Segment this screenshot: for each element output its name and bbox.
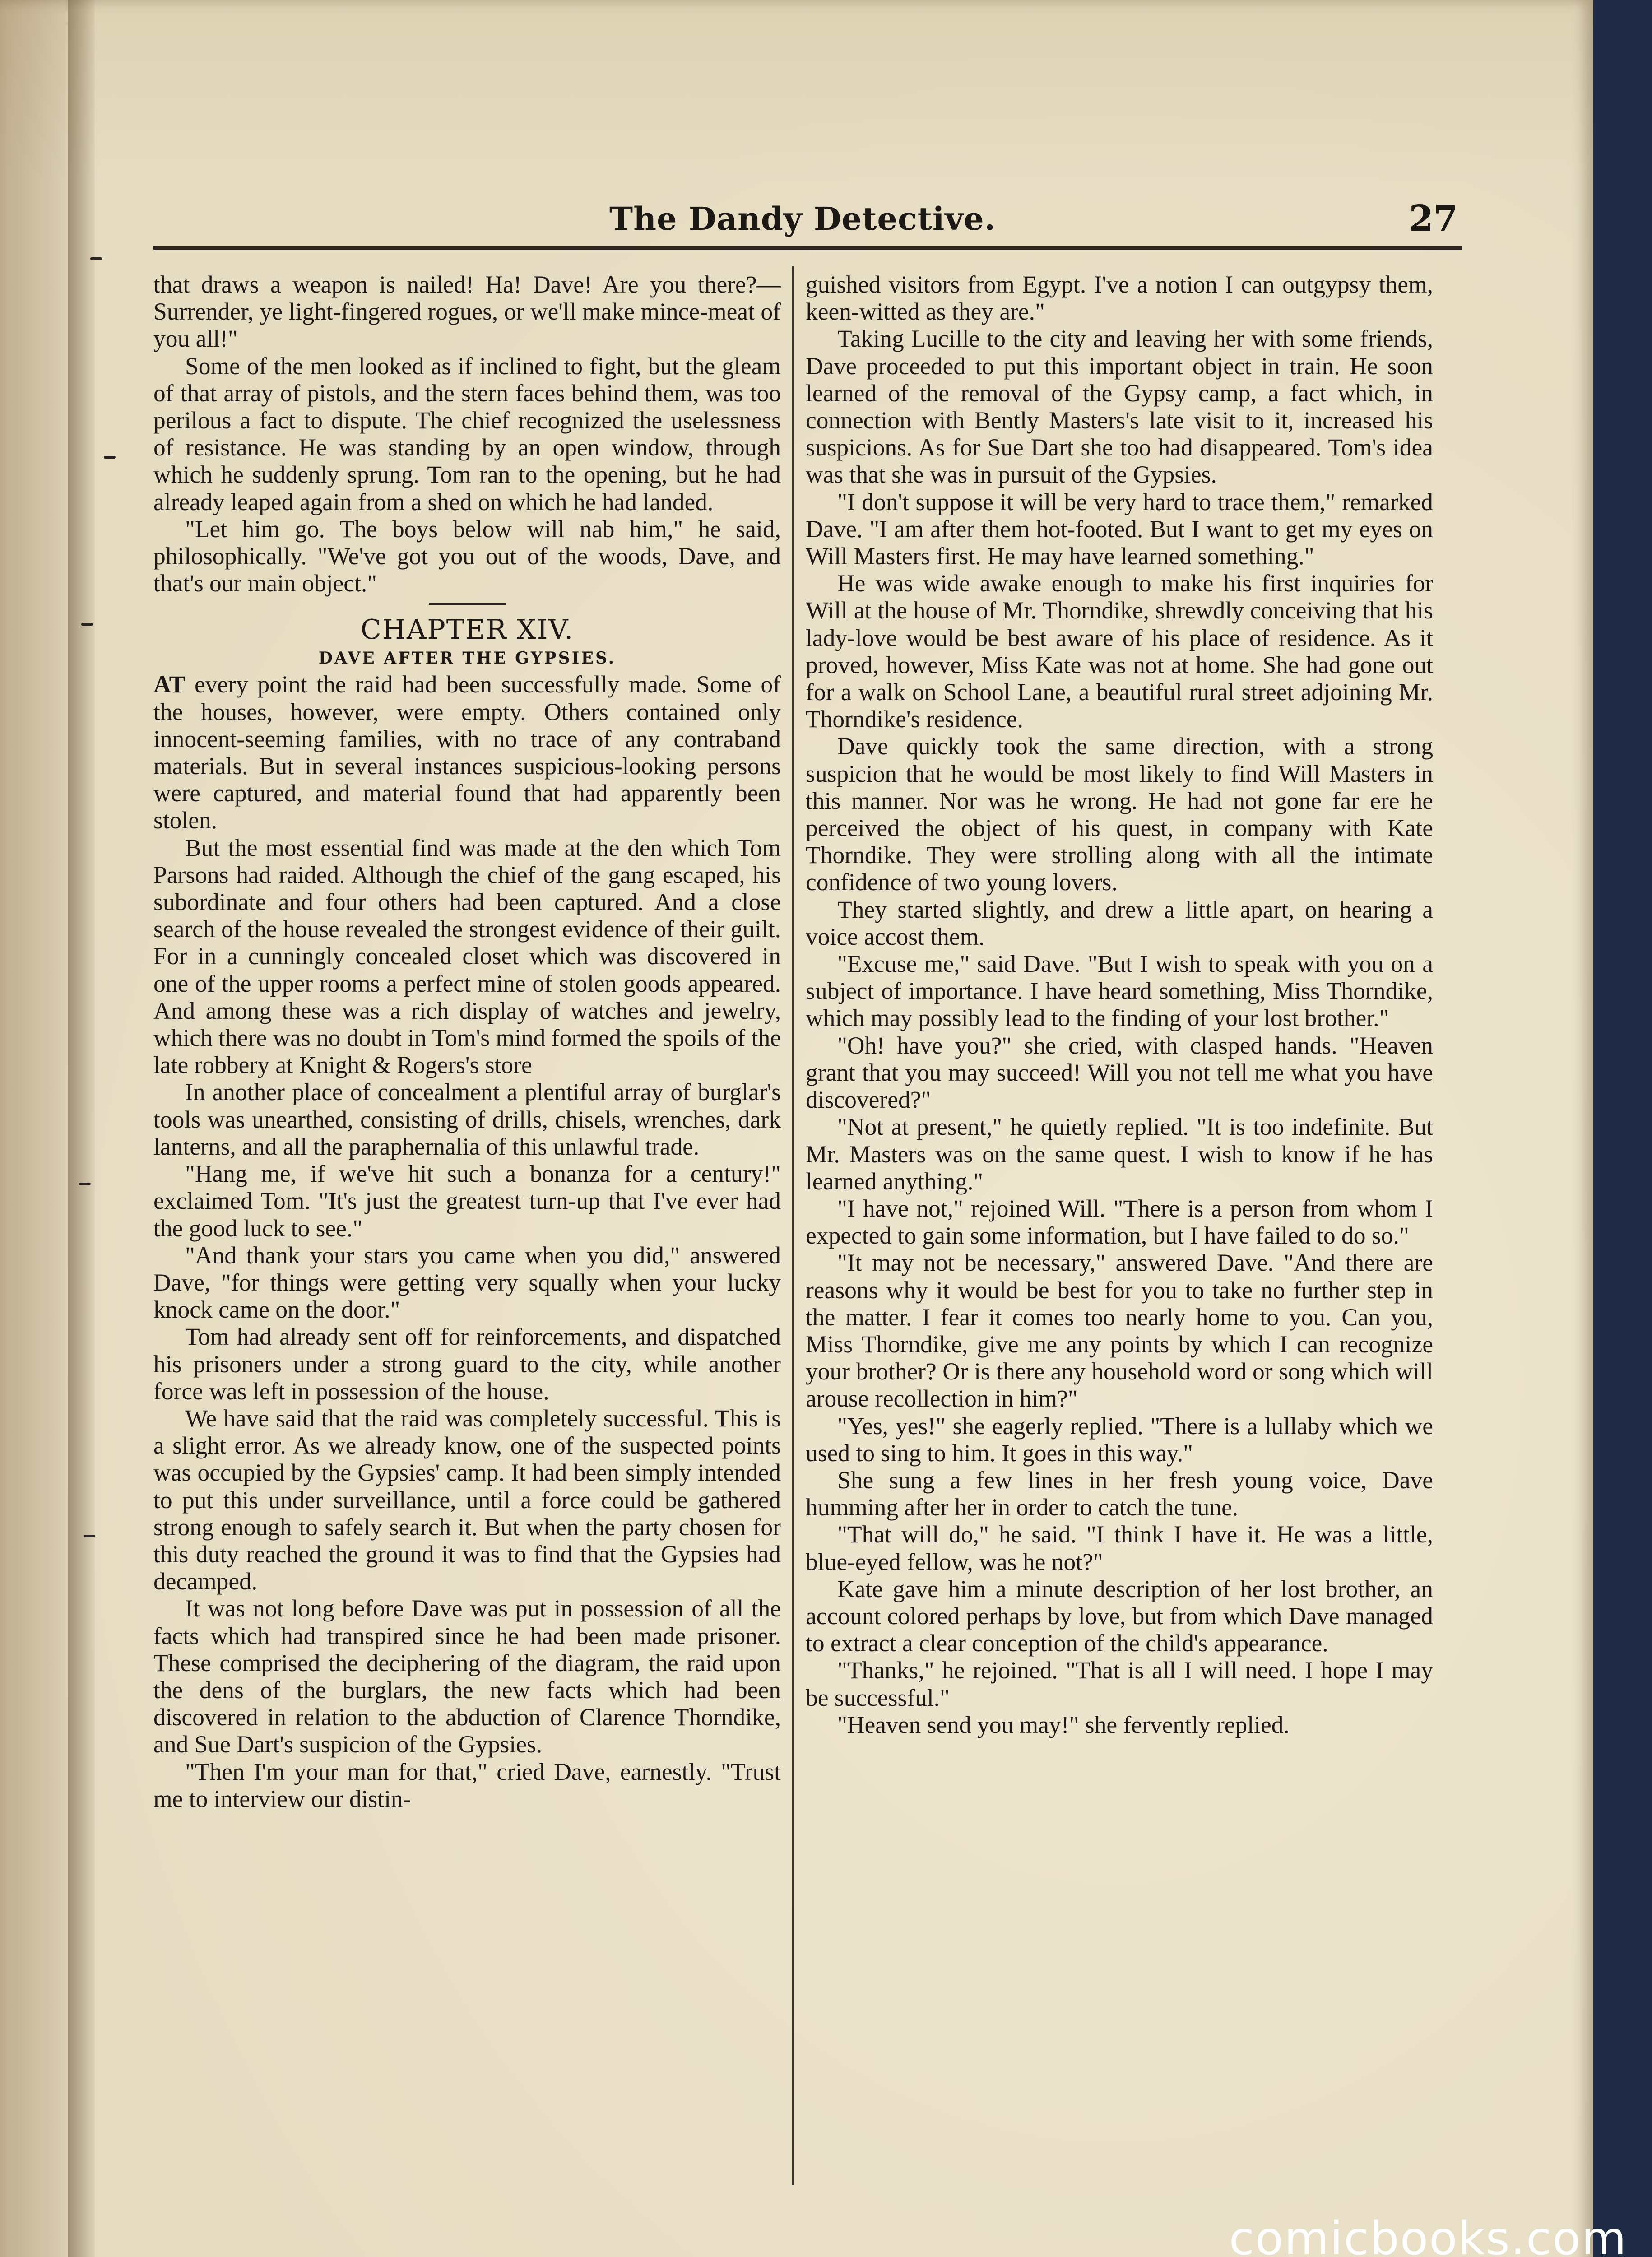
- running-title: The Dandy Detective.: [609, 200, 996, 237]
- paragraph: She sung a few lines in her fresh young voice, Dave humming after her in order to catch the tune.: [806, 1466, 1433, 1521]
- running-header: [153, 192, 1462, 250]
- paragraph: Tom had already sent off for reinforcements, and dispatched his prisoners under a strong guard to the city, while another force was left in possession of the house.: [153, 1323, 781, 1405]
- paragraph: "Not at present," he quietly replied. "It is too indefinite. But Mr. Masters was on the same quest. I wish to know if he has learned anything.": [806, 1113, 1433, 1195]
- paragraph: But the most essential find was made at the den which Tom Parsons had raided. Although the chief of the gang escaped, his subordinate and four others had been captured. And a close search of the house revealed the strongest evidence of their guilt. For in a cunningly concealed closet which was discovered in one of the upper rooms a perfect mine of stolen goods appeared. And among these was a rich display of watches and jewelry, which there was no doubt in Tom's mind formed the spoils of the late robbery at Knight & Rogers's store: [153, 834, 781, 1079]
- paragraph: "Heaven send you may!" she fervently replied.: [837, 1711, 1290, 1738]
- paragraph: [153, 671, 781, 834]
- paragraph: "That will do," he said. "I think I have it. He was a little, blue-eyed fellow, was he not?": [806, 1521, 1433, 1575]
- text-column-right: [806, 271, 1433, 2185]
- page-edge-mark: [84, 1535, 95, 1537]
- column-rule: [792, 266, 794, 2185]
- paragraph: They started slightly, and drew a little apart, on hearing a voice accost them.: [806, 896, 1433, 950]
- paragraph: "Excuse me," said Dave. "But I wish to speak with you on a subject of importance. I have heard something, Miss Thorndike, which may possibly lead to the finding of your lost brother.": [806, 950, 1433, 1032]
- paragraph: "Let him go. The boys below will nab him," he said, philosophically. "We've got you out of the woods, Dave, and that's our main object.": [153, 515, 781, 597]
- paragraph: Taking Lucille to the city and leaving her with some friends, Dave proceeded to put this important object in train. He soon learned of the removal of the Gypsy camp, a fact which, in connection with Bently Masters's late visit to it, increased his suspicions. As for Sue Dart she too had disappeared. Tom's idea was that she was in pursuit of the Gypsies.: [806, 325, 1433, 488]
- paragraph: We have said that the raid was completely successful. This is a slight error. As we already know, one of the suspected points was occupied by the Gypsies' camp. It had been simply intended to put this under surveillance, until a force could be gathered strong enough to safely search it. But when the party chosen for this duty reached the ground it was to find that the Gypsies had decamped.: [153, 1404, 781, 1595]
- paragraph: "Yes, yes!" she eagerly replied. "There is a lullaby which we used to sing to him. It goes in this way.": [806, 1412, 1433, 1467]
- text-column-left: [153, 271, 781, 2185]
- paragraph-text: every point the raid had been successfully made. Some of the houses, however, were empty. Others contained only innocent-seeming families, with no trace of any contraband materials. But in several instances suspicious-looking persons were captured, and material found that had apparently been stolen.: [153, 671, 781, 834]
- page-edge-mark: [90, 257, 102, 260]
- paragraph: It was not long before Dave was put in possession of all the facts which had transpired since he had been made prisoner. These comprised the deciphering of the diagram, the raid upon the dens of the burglars, the new facts which had been discovered in relation to the abduction of Clarence Thorndike, and Sue Dart's suspicion of the Gypsies.: [153, 1595, 781, 1758]
- paragraph: Dave quickly took the same direction, with a strong suspicion that he would be most likely to find Will Masters in this manner. Nor was he wrong. He had not gone far ere he perceived the object of his quest, in company with Kate Thorndike. They were strolling along with all the intimate confidence of two young lovers.: [806, 733, 1433, 896]
- paragraph: In another place of concealment a plentiful array of burglar's tools was unearthed, consisting of drills, chisels, wrenches, dark lanterns, and all the paraphernalia of this unlawful trade.: [153, 1078, 781, 1160]
- paragraph: that draws a weapon is nailed! Ha! Dave! Are you there?—Surrender, ye light-fingered rogues, or we'll make mince-meat of you all!": [153, 271, 781, 353]
- chapter-divider: [429, 603, 506, 605]
- paragraph: "It may not be necessary," answered Dave. "And there are reasons why it would be best for you to take no further step in the matter. I fear it comes too nearly home to you. Can you, Miss Thorndike, give me any points by which I can recognize your brother? Or is there any household word or song which will arouse recollection in him?": [806, 1249, 1433, 1412]
- paragraph: He was wide awake enough to make his first inquiries for Will at the house of Mr. Thorndike, shrewdly conceiving that his lady-love would be best aware of his place of residence. As it proved, however, Miss Kate was not at home. She had gone out for a walk on School Lane, a beautiful rural street adjoining Mr. Thorndike's residence.: [806, 570, 1433, 733]
- chapter-subtitle: DAVE AFTER THE GYPSIES.: [318, 649, 616, 668]
- paragraph: "I have not," rejoined Will. "There is a person from whom I expected to gain some information, but I have failed to do so.": [806, 1194, 1433, 1249]
- paragraph: Some of the men looked as if inclined to fight, but the gleam of that array of pistols, and the stern faces behind them, was too perilous a fact to dispute. The chief recognized the uselessness of resistance. He was standing by an open window, through which he suddenly sprung. Tom ran to the opening, but he had already leaped again from a shed on which he had landed.: [153, 352, 781, 515]
- paragraph: "And thank your stars you came when you did," answered Dave, "for things were getting very squally when your lucky knock came on the door.": [153, 1241, 781, 1324]
- paragraph: "Oh! have you?" she cried, with clasped hands. "Heaven grant that you may succeed! Will you not tell me what you have discovered?": [806, 1031, 1433, 1114]
- paragraph: "Thanks," he rejoined. "That is all I will need. I hope I may be successful.": [806, 1657, 1433, 1711]
- page-spine-shadow: [68, 0, 95, 2257]
- page-number: 27: [1409, 198, 1458, 239]
- site-watermark: comicbooks.com: [1229, 2212, 1627, 2257]
- paragraph: "Then I'm your man for that," cried Dave, earnestly. "Trust me to interview our distin-: [153, 1758, 781, 1812]
- opening-word: AT: [153, 671, 186, 698]
- paragraph: "Hang me, if we've hit such a bonanza for a century!" exclaimed Tom. "It's just the greatest turn-up that I've ever had the good luck to see.": [153, 1160, 781, 1242]
- paragraph: guished visitors from Egypt. I've a notion I can outgypsy them, keen-witted as they are.": [806, 271, 1433, 325]
- chapter-title: CHAPTER XIV.: [360, 614, 574, 646]
- page-edge-mark: [104, 456, 116, 459]
- paragraph: Kate gave him a minute description of her lost brother, an account colored perhaps by love, but from which Dave managed to extract a clear conception of the child's appearance.: [806, 1575, 1433, 1657]
- page-edge-mark: [79, 1183, 91, 1185]
- paragraph: "I don't suppose it will be very hard to trace them," remarked Dave. "I am after them hot-footed. But I want to get my eyes on Will Masters first. He may have learned something.": [806, 488, 1433, 570]
- page-edge-mark: [81, 623, 93, 626]
